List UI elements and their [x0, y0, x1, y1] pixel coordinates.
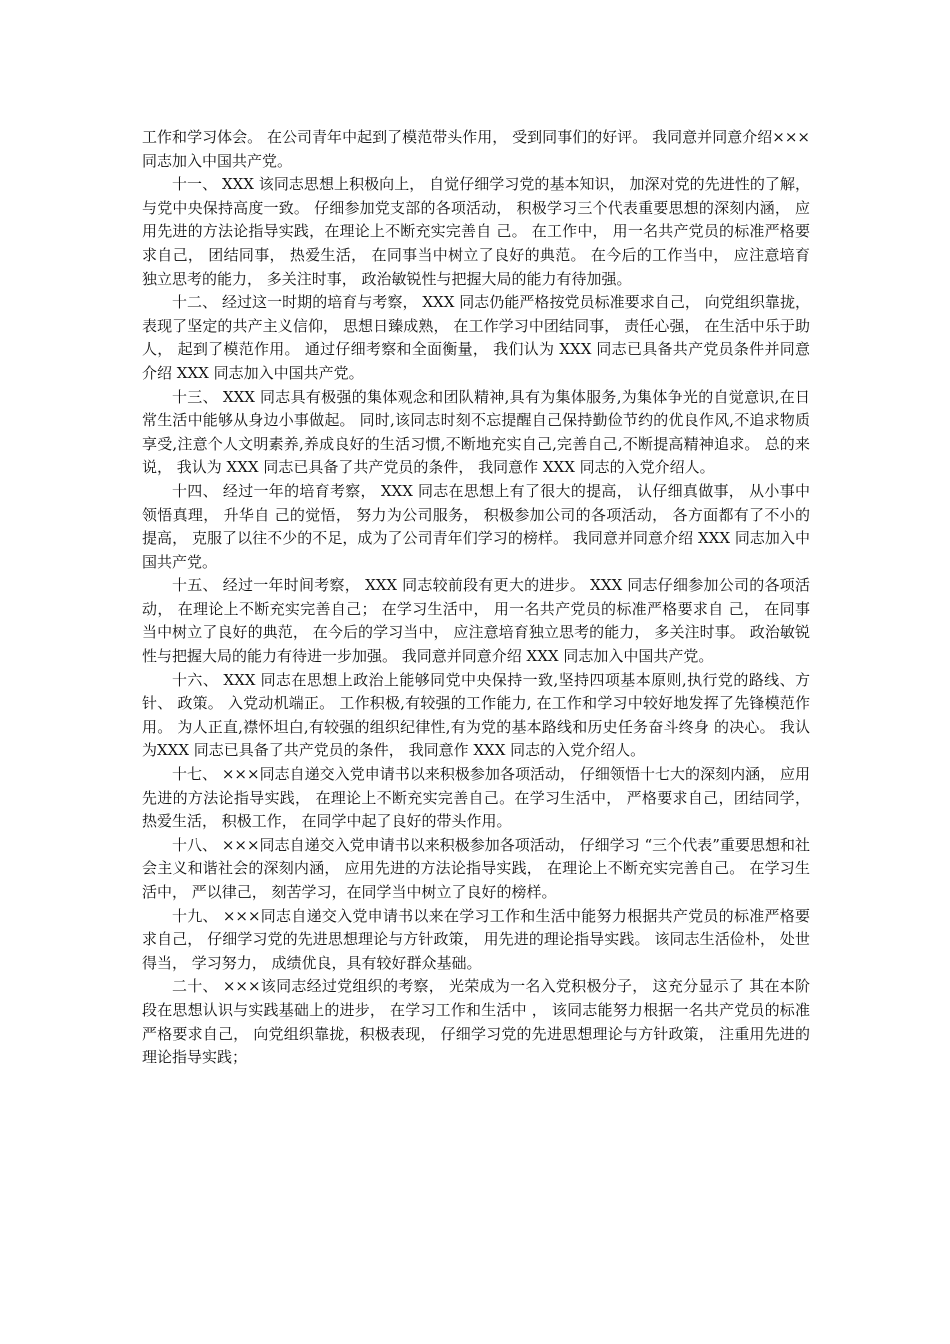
paragraph-20: 二十、 ×××该同志经过党组织的考察， 光荣成为一名入党积极分子， 这充分显示了 其在本阶段在思想认识与实践基础上的进步， 在学习工作和生活中 ， 该同志能努力根据一名共产党员的标准严格要求自己， 向党组织靠拢，积极表现， 仔细学习党的先进思想理论与方针政策， 注重用先进的理论指导实践； — [142, 977, 810, 1067]
document-body — [142, 126, 810, 1070]
paragraph-15: 十五、 经过一年时间考察， XXX 同志较前段有更大的进步。 XXX 同志仔细参加公司的各项活动， 在理论上不断充实完善自己； 在学习生活中， 用一名共产党员的标准严格要求自 己， 在同事当中树立了良好的典范， 在今后的学习当中， 应注意培育独立思考的能力， 多关注时事。 政治敏锐性与把握大局的能力有待进一步加强。 我同意并同意介绍 XXX 同志加入中国共产党。 — [142, 576, 810, 666]
paragraph-14: 十四、 经过一年的培育考察， XXX 同志在思想上有了很大的提高， 认仔细真做事， 从小事中领悟真理， 升华自 己的觉悟， 努力为公司服务， 积极参加公司的各项活动， 各方面都有了不小的提高， 克服了以往不少的不足，成为了公司青年们学习的榜样。 我同意并同意介绍 XXX 同志加入中国共产党。 — [142, 481, 810, 571]
paragraph-18: 十八、 ×××同志自递交入党申请书以来积极参加各项活动， 仔细学习 “三个代表”重要思想和社会主义和谐社会的深刻内涵， 应用先进的方法论指导实践， 在理论上不断充实完善自己。 在学习生活中， 严以律己， 刻苦学习，在同学当中树立了良好的榜样。 — [142, 835, 810, 901]
paragraph-16: 十六、 XXX 同志在思想上政治上能够同党中央保持一致,坚持四项基本原则,执行党的路线、方针、 政策。 入党动机端正。 工作积极,有较强的工作能力, 在工作和学习中较好地发挥了先锋模范作用。 为人正直,襟怀坦白,有较强的组织纪律性,有为党的基本路线和历史任务奋斗终身 的决心。 我认为XXX 同志已具备了共产党员的条件， 我同意作 XXX 同志的入党介绍人。 — [142, 670, 810, 760]
paragraph-19: 十九、 ×××同志自递交入党申请书以来在学习工作和生活中能努力根据共产党员的标准严格要求自己， 仔细学习党的先进思想理论与方针政策， 用先进的理论指导实践。 该同志生活俭朴， 处世得当， 学习努力， 成绩优良，具有较好群众基础。 — [142, 906, 810, 972]
paragraph-11: 十一、 XXX 该同志思想上积极向上， 自觉仔细学习党的基本知识， 加深对党的先进性的了解， 与党中央保持高度一致。 仔细参加党支部的各项活动， 积极学习三个代表重要思想的深刻内涵， 应用先进的方法论指导实践，在理论上不断充实完善自 己。 在工作中， 用一名共产党员的标准严格要求自己， 团结同事， 热爱生活， 在同事当中树立了良好的典范。 在今后的工作当中， 应注意培育独立思考的能力， 多关注时事， 政治敏锐性与把握大局的能力有待加强。 — [142, 175, 810, 288]
paragraph-12: 十二、 经过这一时期的培育与考察， XXX 同志仍能严格按党员标准要求自己， 向党组织靠拢， 表现了坚定的共产主义信仰， 思想日臻成熟， 在工作学习中团结同事， 责任心强， 在生活中乐于助人， 起到了模范作用。 通过仔细考察和全面衡量， 我们认为 XXX 同志已具备共产党员条件并同意介绍 XXX 同志加入中国共产党。 — [142, 293, 810, 382]
paragraph-13: 十三、 XXX 同志具有极强的集体观念和团队精神,具有为集体服务,为集体争光的自觉意识,在日常生活中能够从身边小事做起。 同时,该同志时刻不忘提醒自己保持勤俭节约的优良作风,不追求物质享受,注意个人文明素养,养成良好的生活习惯,不断地充实自己,完善自己,不断提高精神追求。 总的来说， 我认为 XXX 同志已具备了共产党员的条件， 我同意作 XXX 同志的入党介绍人。 — [142, 387, 810, 477]
paragraph-continuation: 工作和学习体会。 在公司青年中起到了模范带头作用， 受到同事们的好评。 我同意并同意介绍×××同志加入中国共产党。 — [142, 128, 810, 170]
paragraph-17: 十七、 ×××同志自递交入党申请书以来积极参加各项活动， 仔细领悟十七大的深刻内涵， 应用先进的方法论指导实践， 在理论上不断充实完善自己。在学习生活中， 严格要求自己，团结同学， 热爱生活， 积极工作， 在同学中起了良好的带头作用。 — [142, 765, 810, 831]
